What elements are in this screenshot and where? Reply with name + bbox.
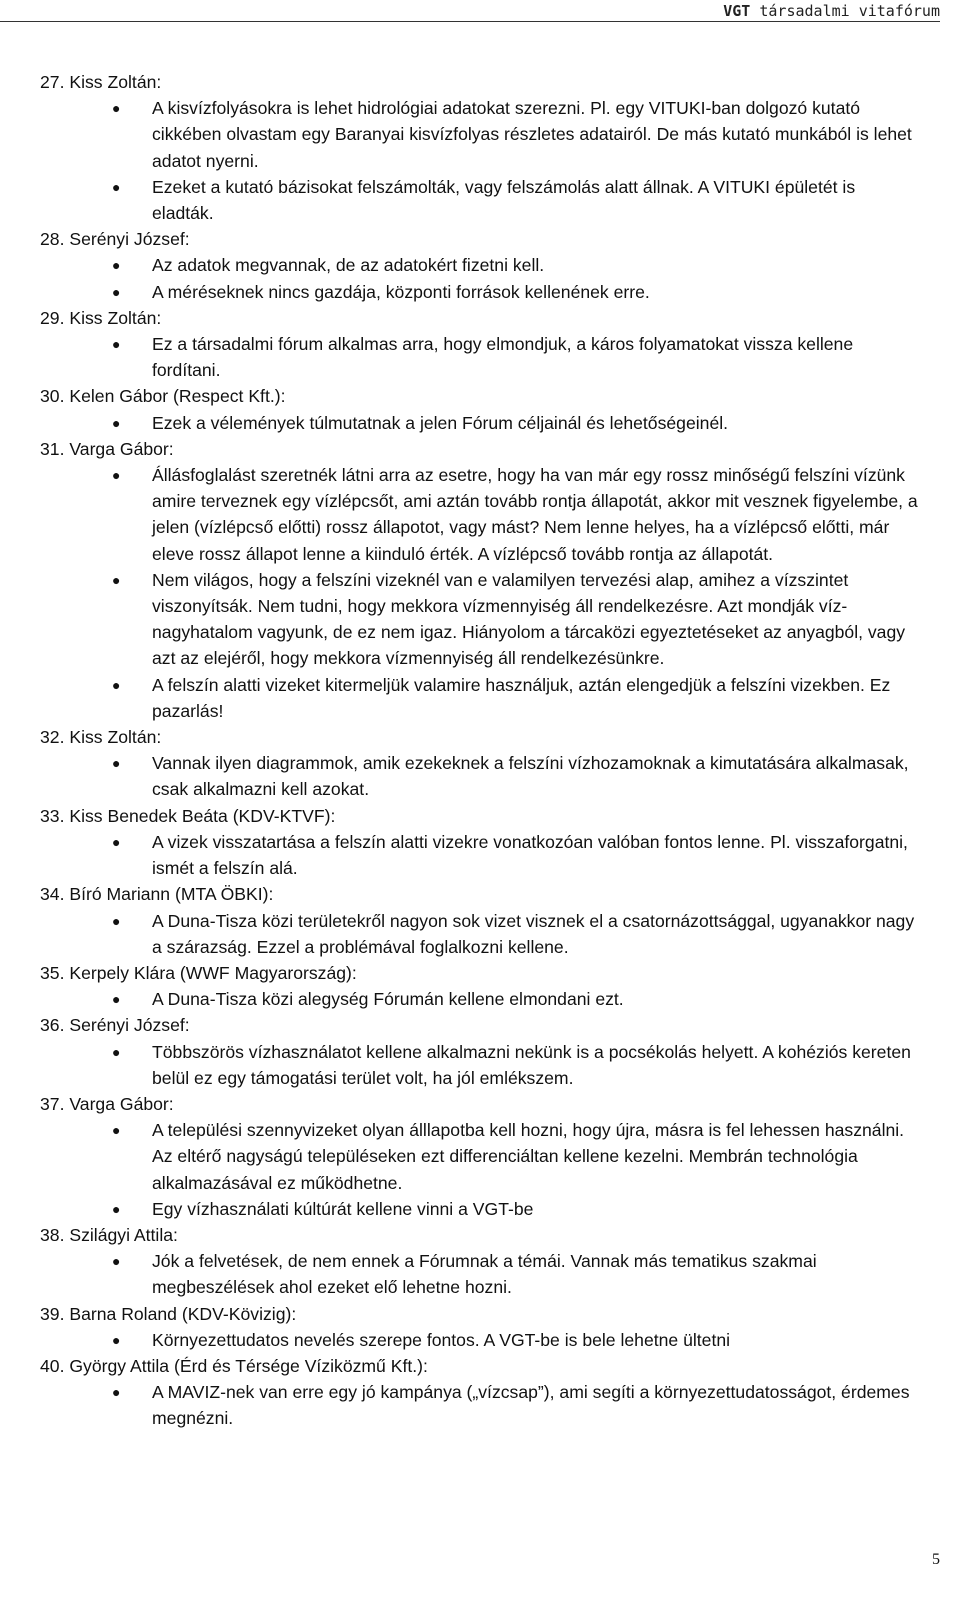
comment-text: A vizek visszatartása a felszín alatti vizekre vonatkozóan valóban fontos lenne. Pl. visszaforgatni, ismét a felszín alá. — [152, 831, 908, 879]
entry-heading — [40, 1091, 920, 1117]
bullet-icon: ● — [112, 912, 121, 929]
comment-text: Állásfoglalást szeretnék látni arra az esetre, hogy ha van már egy rossz minőségű felszíni vízünk amire terveznek egy vízlépcsőt, ami aztán tovább rontja állapotát, akkor mit vesznek figyelembe, a jelen (vízlépcső előtti) rossz állapotot, vagy mást? Nem lenne helyes, ha a vízlépcső előtti, már eleve rossz állapot lenne a kiinduló érték. A vízlépcső tovább rontja az állapotát. — [152, 465, 918, 564]
entry-number: 28. — [40, 229, 65, 250]
comment-list — [40, 252, 920, 304]
speaker-name: Kiss Zoltán: — [69, 72, 162, 92]
entry-number: 36. — [40, 1015, 65, 1036]
entry-number: 38. — [40, 1224, 65, 1245]
bullet-icon: ● — [112, 1331, 121, 1348]
speaker-name: Varga Gábor: — [69, 438, 174, 459]
minutes-entry — [40, 881, 920, 960]
comment-list — [40, 331, 920, 383]
entry-heading — [40, 1012, 920, 1038]
comment-list — [40, 829, 920, 881]
comment-text: Ez a társadalmi fórum alkalmas arra, hogy elmondjuk, a káros folyamatokat vissza kellene fordítani. — [152, 334, 854, 381]
minutes-entry — [40, 1301, 920, 1353]
entry-number: 33. — [40, 805, 65, 826]
comment-list — [40, 750, 920, 802]
entry-number: 29. — [40, 307, 65, 328]
comment-text: Nem világos, hogy a felszíni vizeknél van e valamilyen tervezési alap, amihez a vízszintet viszonyítsák. Nem tudni, hogy mekkora vízmennyiség áll rendelkezésre. Azt mondják víz-nagyhatalom vagyunk, de ez nem igaz. Hiányolom a tárcaközi egyeztetéseket az anyagból, vagy azt az elejéről, hogy mekkora vízmennyiség áll rendelkezésünkre. — [152, 569, 906, 669]
entry-heading — [40, 305, 920, 331]
header-divider — [0, 21, 940, 22]
minutes-entry — [40, 1091, 920, 1222]
bullet-icon: ● — [112, 676, 121, 693]
entry-number: 30. — [40, 386, 65, 407]
comment-item — [40, 986, 920, 1012]
entry-number: 27. — [40, 72, 65, 92]
bullet-icon: ● — [112, 755, 121, 772]
comment-list — [40, 908, 920, 960]
comment-text: Az adatok megvannak, de az adatokért fizetni kell. — [152, 255, 545, 276]
comment-item — [40, 279, 920, 305]
comment-item — [40, 750, 920, 802]
comment-item — [40, 567, 920, 672]
comment-item — [40, 1039, 920, 1091]
bullet-icon: ● — [112, 1122, 121, 1139]
speaker-name: Bíró Mariann (MTA ÖBKI): — [69, 884, 274, 905]
comment-item — [40, 95, 920, 174]
comment-text: A Duna-Tisza közi területekről nagyon sok vizet visznek el a csatornázottsággal, ugyanakkor nagy a szárazság. Ezzel a problémával foglalkozni kellene. — [152, 910, 915, 957]
entry-heading — [40, 226, 920, 252]
entry-number: 34. — [40, 884, 65, 905]
speaker-name: György Attila (Érd és Térsége Víziközmű Kft.): — [69, 1355, 428, 1376]
comment-text: A települési szennyvizeket olyan álllapotba kell hozni, hogy újra, másra is fel lehessen használni. Az eltérő nagyságú településeken ezt differenciáltan kellene kezelni. Membrán technológia alkalmazásával ez működhetne. — [152, 1120, 905, 1193]
comment-item — [40, 1196, 920, 1222]
comment-item — [40, 410, 920, 436]
minutes-entry — [40, 226, 920, 305]
bullet-icon: ● — [112, 257, 121, 274]
bullet-icon: ● — [112, 1043, 121, 1060]
comment-item — [40, 1379, 920, 1431]
bullet-icon: ● — [112, 336, 121, 353]
entry-number: 37. — [40, 1093, 65, 1114]
bullet-icon: ● — [112, 178, 121, 195]
comment-list — [40, 462, 920, 724]
page-header — [0, 0, 960, 24]
speaker-name: Kerpely Klára (WWF Magyarország): — [69, 962, 357, 983]
comment-text: A Duna-Tisza közi alegység Fórumán kellene elmondani ezt. — [152, 989, 624, 1010]
comment-item — [40, 829, 920, 881]
speaker-name: Barna Roland (KDV-Kövizig): — [69, 1303, 297, 1324]
minutes-entry — [40, 305, 920, 384]
speaker-name: Kiss Benedek Beáta (KDV-KTVF): — [69, 805, 336, 826]
comment-item — [40, 252, 920, 278]
entry-heading — [40, 803, 920, 829]
speaker-name: Kiss Zoltán: — [69, 307, 162, 328]
minutes-entry — [40, 1012, 920, 1091]
comment-list — [40, 1327, 920, 1353]
entry-number: 32. — [40, 727, 65, 748]
bullet-icon: ● — [112, 1384, 121, 1401]
comment-list — [40, 410, 920, 436]
speaker-name: Szilágyi Attila: — [69, 1224, 178, 1245]
entry-heading — [40, 724, 920, 750]
comment-text: A méréseknek nincs gazdája, központi források kellenének erre. — [152, 281, 650, 302]
comment-text: A felszín alatti vizeket kitermeljük valamire használjuk, aztán elengedjük a felszíni vizekben. Ez pazarlás! — [152, 674, 891, 721]
entry-heading — [40, 1353, 920, 1379]
minutes-entry — [40, 960, 920, 1012]
minutes-entry — [40, 436, 920, 724]
comment-list — [40, 1248, 920, 1300]
speaker-name: Varga Gábor: — [69, 1093, 174, 1114]
bullet-icon: ● — [112, 991, 121, 1008]
header-title — [723, 2, 940, 20]
comment-text: Ezek a vélemények túlmutatnak a jelen Fórum céljainál és lehetőségeinél. — [152, 412, 729, 433]
comment-list — [40, 1039, 920, 1091]
bullet-icon: ● — [112, 467, 121, 484]
comment-text: Ezeket a kutató bázisokat felszámolták, vagy felszámolás alatt állnak. A VITUKI épületét is eladták. — [152, 176, 856, 224]
header-brand: VGT — [723, 2, 751, 20]
bullet-icon: ● — [112, 1253, 121, 1270]
speaker-name: Kiss Zoltán: — [69, 727, 162, 748]
comment-list — [40, 1117, 920, 1222]
bullet-icon: ● — [112, 1200, 121, 1217]
bullet-icon: ● — [112, 100, 121, 117]
entry-number: 40. — [40, 1355, 65, 1376]
comment-text: A MAVIZ-nek van erre egy jó kampánya („vízcsap”), ami segíti a környezettudatosságot, érdemes megnézni. — [152, 1382, 910, 1429]
comment-text: Környezettudatos nevelés szerepe fontos. A VGT-be is bele lehetne ültetni — [152, 1329, 731, 1350]
entry-number: 35. — [40, 962, 65, 983]
bullet-icon: ● — [112, 283, 121, 300]
comment-text: A kisvízfolyásokra is lehet hidrológiai adatokat szerezni. Pl. egy VITUKI-ban dolgozó kutató cikkében olvastam egy Baranyai kisvízfolyas részletes adatairól. De más kutató munkából is lehet adatot nyerni. — [152, 98, 912, 171]
comment-item — [40, 174, 920, 226]
minutes-entry — [40, 69, 920, 226]
comment-text: Jók a felvetések, de nem ennek a Fórumnak a témái. Vannak más tematikus szakmai megbeszélések ahol ezeket elő lehetne hozni. — [152, 1251, 817, 1298]
entry-number: 31. — [40, 438, 65, 459]
minutes-entry — [40, 724, 920, 803]
minutes-entry — [40, 1222, 920, 1301]
bullet-icon: ● — [112, 414, 121, 431]
entry-number: 39. — [40, 1303, 65, 1324]
minutes-entry — [40, 1353, 920, 1432]
entry-heading — [40, 960, 920, 986]
comment-list — [40, 986, 920, 1012]
comment-item — [40, 331, 920, 383]
comment-item — [40, 908, 920, 960]
comment-item — [40, 462, 920, 567]
entry-heading — [40, 881, 920, 907]
comment-item — [40, 1117, 920, 1196]
entry-heading — [40, 1222, 920, 1248]
comment-item — [40, 1327, 920, 1353]
comment-list — [40, 95, 920, 226]
comment-text: Egy vízhasználati kúltúrát kellene vinni a VGT-be — [152, 1198, 534, 1219]
header-subtitle: társadalmi vitafórum — [750, 2, 940, 20]
page-number: 5 — [932, 1551, 940, 1568]
entry-heading — [40, 383, 920, 409]
minutes-entry — [40, 383, 920, 435]
bullet-icon: ● — [112, 571, 121, 588]
entry-heading — [40, 69, 920, 95]
minutes-list — [40, 69, 920, 1432]
comment-text: Többszörös vízhasználatot kellene alkalmazni nekünk is a pocsékolás helyett. A kohéziós kereten belül ez egy támogatási terület volt, ha jól emlékszem. — [152, 1041, 911, 1088]
speaker-name: Serényi József: — [69, 1015, 190, 1036]
comment-item — [40, 1248, 920, 1300]
speaker-name: Serényi József: — [69, 229, 190, 250]
comment-list — [40, 1379, 920, 1431]
bullet-icon: ● — [112, 833, 121, 850]
entry-heading — [40, 1301, 920, 1327]
comment-item — [40, 672, 920, 724]
entry-heading — [40, 436, 920, 462]
comment-text: Vannak ilyen diagrammok, amik ezekeknek a felszíni vízhozamoknak a kimutatására alkalmasak, csak alkalmazni kell azokat. — [152, 753, 909, 800]
speaker-name: Kelen Gábor (Respect Kft.): — [69, 386, 286, 407]
minutes-entry — [40, 803, 920, 882]
